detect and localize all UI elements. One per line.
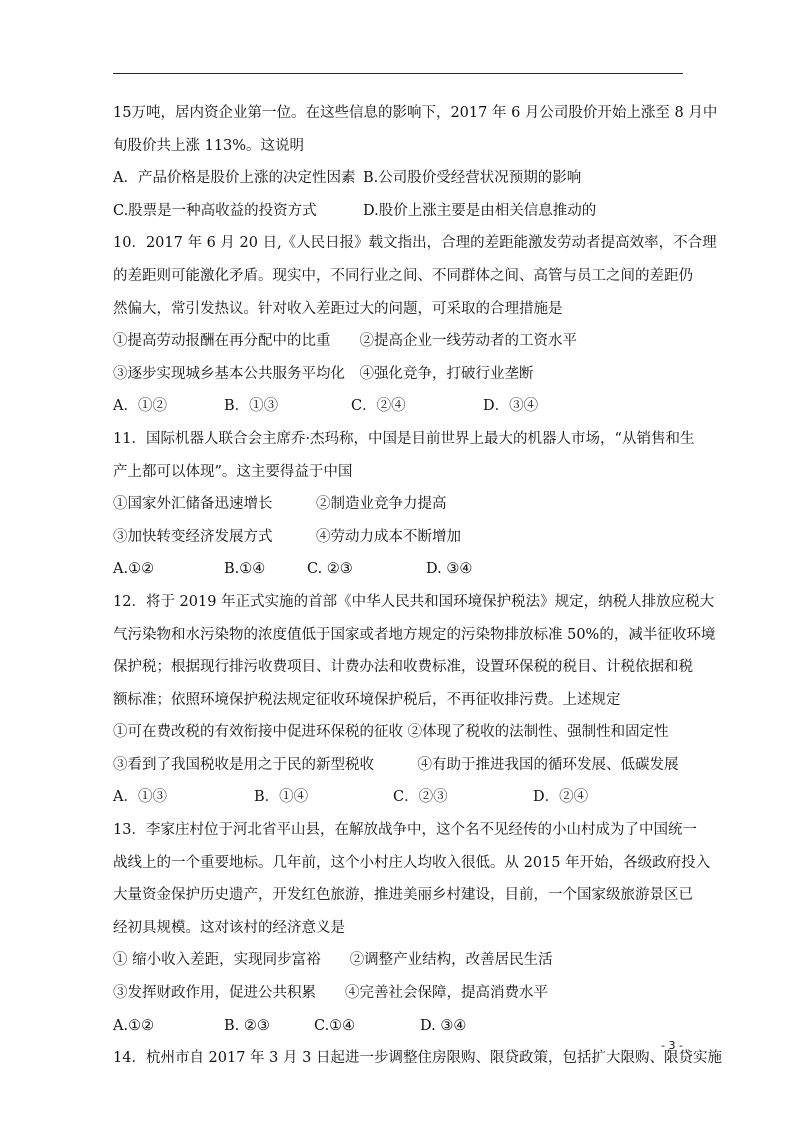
q13-items-1: ① 缩小收入差距，实现同步富裕 ②调整产业结构，改善居民生活 [113, 952, 553, 969]
q9-option-d[interactable]: D.股价上涨主要是由相关信息推动的 [363, 202, 597, 219]
q12-option-c[interactable]: C．②③ [393, 789, 448, 806]
q11-option-d[interactable]: D. ③④ [426, 561, 473, 578]
q13-line-1: 13．李家庄村位于河北省平山县，在解放战争中，这个名不见经传的小山村成为了中国统一 [113, 822, 697, 839]
q13-option-a[interactable]: A.①② [113, 1017, 155, 1034]
q13-option-c[interactable]: C.①④ [314, 1017, 356, 1034]
q10-items-2: ③逐步实现城乡基本公共服务平均化 ④强化竞争，打破行业垄断 [113, 365, 534, 382]
q11-line-2: 产上都可以体现”。这主要得益于中国 [113, 463, 353, 480]
q11-options [113, 553, 685, 586]
q11-option-a[interactable]: A.①② [113, 561, 155, 578]
q11-items-1: ①国家外汇储备迅速增长 ②制造业竞争力提高 [113, 496, 447, 513]
q13-line-2: 战线上的一个重要地标。几年前，这个小村庄人均收入很低。从 2015 年开始，各级政府投入 [113, 854, 711, 871]
q13-items-2: ③发挥财政作用，促进公共积累 ④完善社会保障，提高消费水平 [113, 985, 548, 1002]
q9-option-c[interactable]: C.股票是一种高收益的投资方式 [113, 202, 317, 219]
q11-items-2: ③加快转变经济发展方式 ④劳动力成本不断增加 [113, 528, 461, 545]
q10-line-1: 10．2017 年 6 月 20 日,《人民日报》载文指出，合理的差距能激发劳动者提高效率，不合理 [113, 235, 717, 252]
q9-option-a[interactable]: A．产品价格是股价上涨的决定性因素 [113, 170, 356, 187]
q10-option-b[interactable]: B．①③ [224, 398, 279, 415]
header-rule [113, 73, 683, 74]
q10-options [113, 390, 685, 423]
q12-option-b[interactable]: B．①④ [254, 789, 309, 806]
q13-option-b[interactable]: B. ②③ [224, 1017, 270, 1034]
q12-option-a[interactable]: A．①③ [113, 789, 167, 806]
q12-option-d[interactable]: D．②④ [533, 789, 589, 806]
q9-options-row-2 [113, 195, 685, 228]
q9-option-b[interactable]: B.公司股价受经营状况预期的影响 [363, 170, 582, 187]
q10-line-3: 然偏大，常引发热议。针对收入差距过大的问题，可采取的合理措施是 [113, 300, 563, 317]
q9-options-row-1 [113, 162, 685, 195]
q13-options [113, 1010, 685, 1043]
q10-items-1: ①提高劳动报酬在再分配中的比重 ②提高企业一线劳动者的工资水平 [113, 333, 577, 350]
q13-line-3: 大量资金保护历史遗产，开发红色旅游，推进美丽乡村建设，目前，一个国家级旅游景区已 [113, 887, 693, 904]
q12-options [113, 781, 685, 814]
q10-option-c[interactable]: C．②④ [351, 398, 406, 415]
q11-line-1: 11．国际机器人联合会主席乔·杰玛称，中国是目前世界上最大的机器人市场，“从销售和生 [113, 430, 695, 447]
q10-option-d[interactable]: D．③④ [483, 398, 539, 415]
q12-line-4: 额标准；依照环境保护税法规定征收环境保护税后，不再征收排污费。上述规定 [113, 691, 621, 708]
q11-option-b[interactable]: B.①④ [224, 561, 266, 578]
q12-line-2: 气污染物和水污染物的浓度值低于国家或者地方规定的污染物排放标准 50%的，减半征收环境 [113, 626, 716, 643]
q10-line-2: 的差距则可能激化矛盾。现实中，不同行业之间、不同群体之间、高管与员工之间的差距仍 [113, 267, 693, 284]
page-number: - 3 - [661, 1039, 683, 1052]
q10-option-a[interactable]: A．①② [113, 398, 167, 415]
page-content [113, 97, 722, 1075]
q14-line-1: 14．杭州市自 2017 年 3 月 3 日起进一步调整住房限购、限贷政策，包括扩大限购、限贷实施 [113, 1050, 722, 1067]
q9-line-2: 旬股价共上涨 113%。这说明 [113, 137, 305, 154]
q9-line-1: 15万吨，居内资企业第一位。在这些信息的影响下，2017 年 6 月公司股价开始上涨至 8 月中 [113, 105, 718, 121]
q12-items-1: ①可在费改税的有效衔接中促进环保税的征收 ②体现了税收的法制性、强制性和固定性 [113, 724, 669, 741]
q13-option-d[interactable]: D. ③④ [420, 1017, 467, 1034]
q11-option-c[interactable]: C. ②③ [307, 561, 353, 578]
q12-items-2: ③看到了我国税收是用之于民的新型税收 ④有助于推进我国的循环发展、低碳发展 [113, 756, 679, 773]
q13-line-4: 经初具规模。这对该村的经济意义是 [113, 919, 345, 936]
q12-line-3: 保护税；根据现行排污收费项目、计费办法和收费标准，设置环保税的税目、计税依据和税 [113, 659, 693, 676]
q12-line-1: 12．将于 2019 年正式实施的首部《中华人民共和国环境保护税法》规定，纳税人排放应税大 [113, 593, 715, 610]
